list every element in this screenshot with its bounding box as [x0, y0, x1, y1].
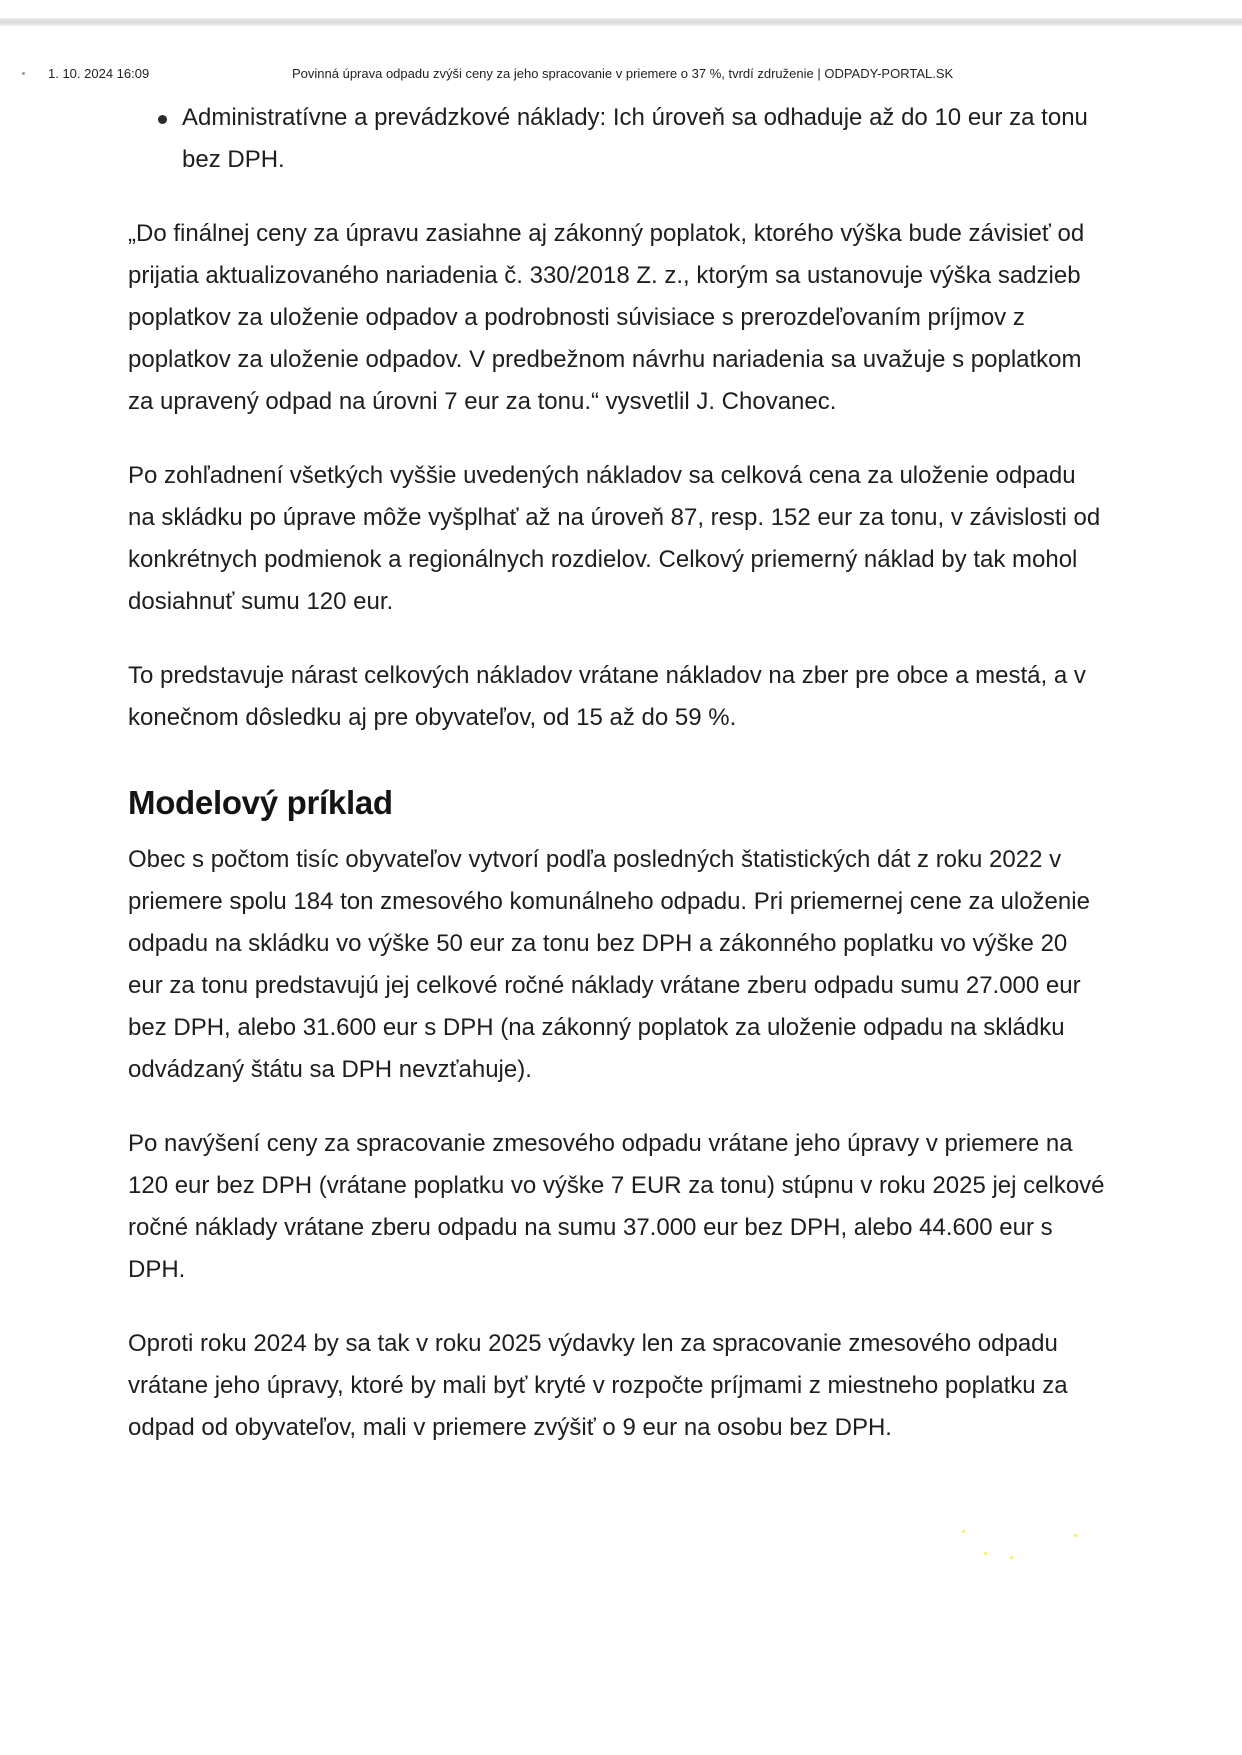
paragraph-comparison: Oproti roku 2024 by sa tak v roku 2025 výdavky len za spracovanie zmesového odpadu vrátane jeho úpravy, ktoré by mali byť kryté v rozpočte príjmami z miestneho poplatku za odpad od obyvateľov, mali v priemere zvýšiť o 9 eur na osobu bez DPH.	[128, 1330, 1068, 1441]
bullet-item	[182, 97, 1108, 181]
article-body	[128, 97, 1108, 1481]
paragraph-quote: „Do finálnej ceny za úpravu zasiahne aj zákonný poplatok, ktorého výška bude závisieť od prijatia aktualizovaného nariadenia č. 330/2018 Z. z., ktorým sa ustanovuje výška sadzieb poplatkov za uloženie odpadov a podrobnosti súvisiace s prerozdeľovaním príjmov z poplatkov za uloženie odpadov. V predbežnom návrhu nariadenia sa uvažuje s poplatkom za upravený odpad na úrovni 7 eur za tonu.“ vysvetlil J. Chovanec.	[128, 220, 1085, 415]
scan-speck	[984, 1552, 987, 1555]
print-page-title: Povinná úprava odpadu zvýši ceny za jeho spracovanie v priemere o 37 %, tvrdí združenie | ODPADY-PORTAL.SK	[292, 66, 954, 81]
print-header	[0, 66, 1242, 86]
bullet-text: Administratívne a prevádzkové náklady: Ich úroveň sa odhaduje až do 10 eur za tonu bez DPH.	[182, 104, 1088, 173]
scan-edge	[0, 18, 1242, 26]
bullet-list	[128, 97, 1108, 181]
paragraph-increase: To predstavuje nárast celkových nákladov vrátane nákladov na zber pre obce a mestá, a v konečnom dôsledku aj pre obyvateľov, od 15 až do 59 %.	[128, 662, 1086, 731]
bullet-icon	[158, 115, 167, 124]
print-datetime: 1. 10. 2024 16:09	[48, 66, 150, 81]
scan-speck	[1074, 1534, 1077, 1537]
scan-speck	[1010, 1556, 1013, 1559]
scan-speck	[962, 1530, 965, 1533]
paragraph-total-cost: Po zohľadnení všetkých vyššie uvedených nákladov sa celková cena za uloženie odpadu na skládku po úprave môže vyšplhať až na úroveň 87, resp. 152 eur za tonu, v závislosti od konkrétnych podmienok a regionálnych rozdielov. Celkový priemerný náklad by tak mohol dosiahnuť sumu 120 eur.	[128, 462, 1101, 615]
scan-speck	[22, 72, 25, 75]
paragraph-example-2025: Po navýšení ceny za spracovanie zmesového odpadu vrátane jeho úpravy v priemere na 120 eur bez DPH (vrátane poplatku vo výške 7 EUR za tonu) stúpnu v roku 2025 jej celkové ročné náklady vrátane zberu odpadu na sumu 37.000 eur bez DPH, alebo 44.600 eur s DPH.	[128, 1130, 1105, 1283]
section-heading: Modelový príklad	[128, 784, 393, 821]
paragraph-example-2022: Obec s počtom tisíc obyvateľov vytvorí podľa posledných štatistických dát z roku 2022 v priemere spolu 184 ton zmesového komunálneho odpadu. Pri priemernej cene za uloženie odpadu na skládku vo výške 50 eur za tonu bez DPH a zákonného poplatku vo výške 20 eur za tonu predstavujú jej celkové ročné náklady vrátane zberu odpadu sumu 27.000 eur bez DPH, alebo 31.600 eur s DPH (na zákonný poplatok za uloženie odpadu na skládku odvádzaný štátu sa DPH nevzťahuje).	[128, 846, 1090, 1083]
